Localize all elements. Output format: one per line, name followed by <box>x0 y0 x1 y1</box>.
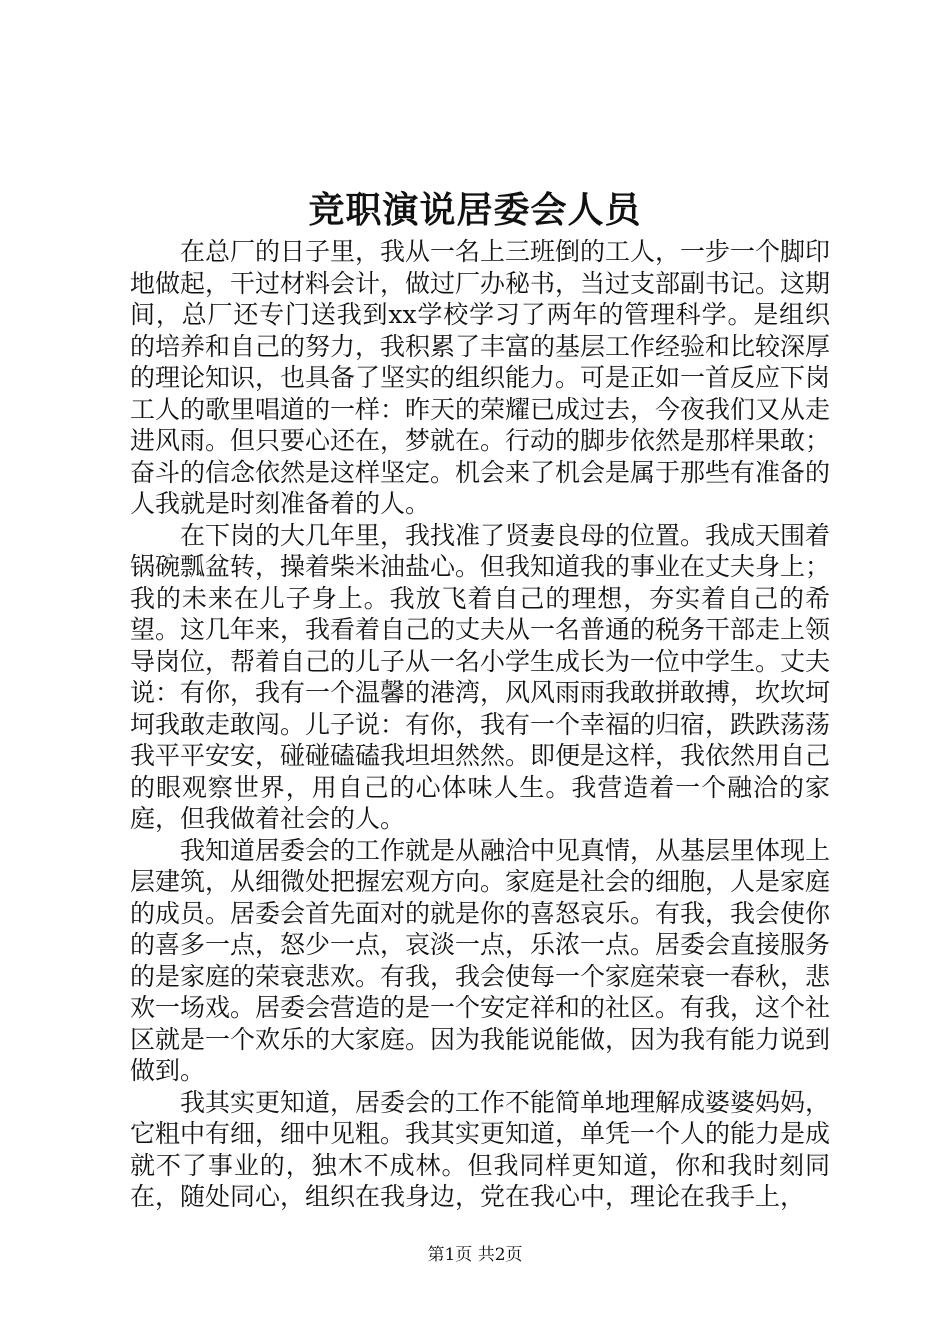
page-number-footer: 第1页 共2页 <box>427 1245 523 1265</box>
paragraph: 在下岗的大几年里，我找准了贤妻良母的位置。我成天围着锅碗瓢盆转，操着柴米油盐心。但我知道我的事业在丈夫身上；我的未来在儿子身上。我放飞着自己的理想，夯实着自己的希望。这几年来，我看着自己的丈夫从一名普通的税务干部走上领导岗位，帮着自己的儿子从一名小学生成长为一位中学生。丈夫说：有你，我有一个温馨的港湾，风风雨雨我敢拼敢搏，坎坎坷坷我敢走敢闯。儿子说：有你，我有一个幸福的归宿，跌跌荡荡我平平安安，碰碰磕磕我坦坦然然。即便是这样，我依然用自己的眼观察世界，用自己的心体味人生。我营造着一个融洽的家庭，但我做着社会的人。 <box>130 520 831 833</box>
paragraph: 我其实更知道，居委会的工作不能简单地理解成婆婆妈妈，它粗中有细，细中见粗。我其实更知道，单凭一个人的能力是成就不了事业的，独木不成林。但我同样更知道，你和我时刻同在，随处同心，组织在我身边，党在我心中，理论在我手上， <box>130 1087 831 1211</box>
document-title: 竞职演说居委会人员 <box>308 189 642 231</box>
paragraph: 我知道居委会的工作就是从融洽中见真情，从基层里体现上层建筑，从细微处把握宏观方向。家庭是社会的细胞，人是家庭的成员。居委会首先面对的就是你的喜怒哀乐。有我，我会使你的喜多一点，怒少一点，哀淡一点，乐浓一点。居委会直接服务的是家庭的荣衰悲欢。有我，我会使每一个家庭荣衰一春秋，悲欢一场戏。居委会营造的是一个安定祥和的社区。有我，这个社区就是一个欢乐的大家庭。因为我能说能做，因为我有能力说到做到。 <box>130 835 831 1085</box>
paragraph: 在总厂的日子里，我从一名上三班倒的工人，一步一个脚印地做起，干过材料会计，做过厂办秘书，当过支部副书记。这期间，总厂还专门送我到xx学校学习了两年的管理科学。是组织的培养和自己的努力，我积累了丰富的基层工作经验和比较深厚的理论知识，也具备了坚实的组织能力。可是正如一首反应下岗工人的歌里唱道的一样：昨天的荣耀已成过去，今夜我们又从走进风雨。但只要心还在，梦就在。行动的脚步依然是那样果敢；奋斗的信念依然是这样坚定。机会来了机会是属于那些有准备的人我就是时刻准备着的人。 <box>130 237 831 518</box>
document-body <box>130 236 830 1213</box>
